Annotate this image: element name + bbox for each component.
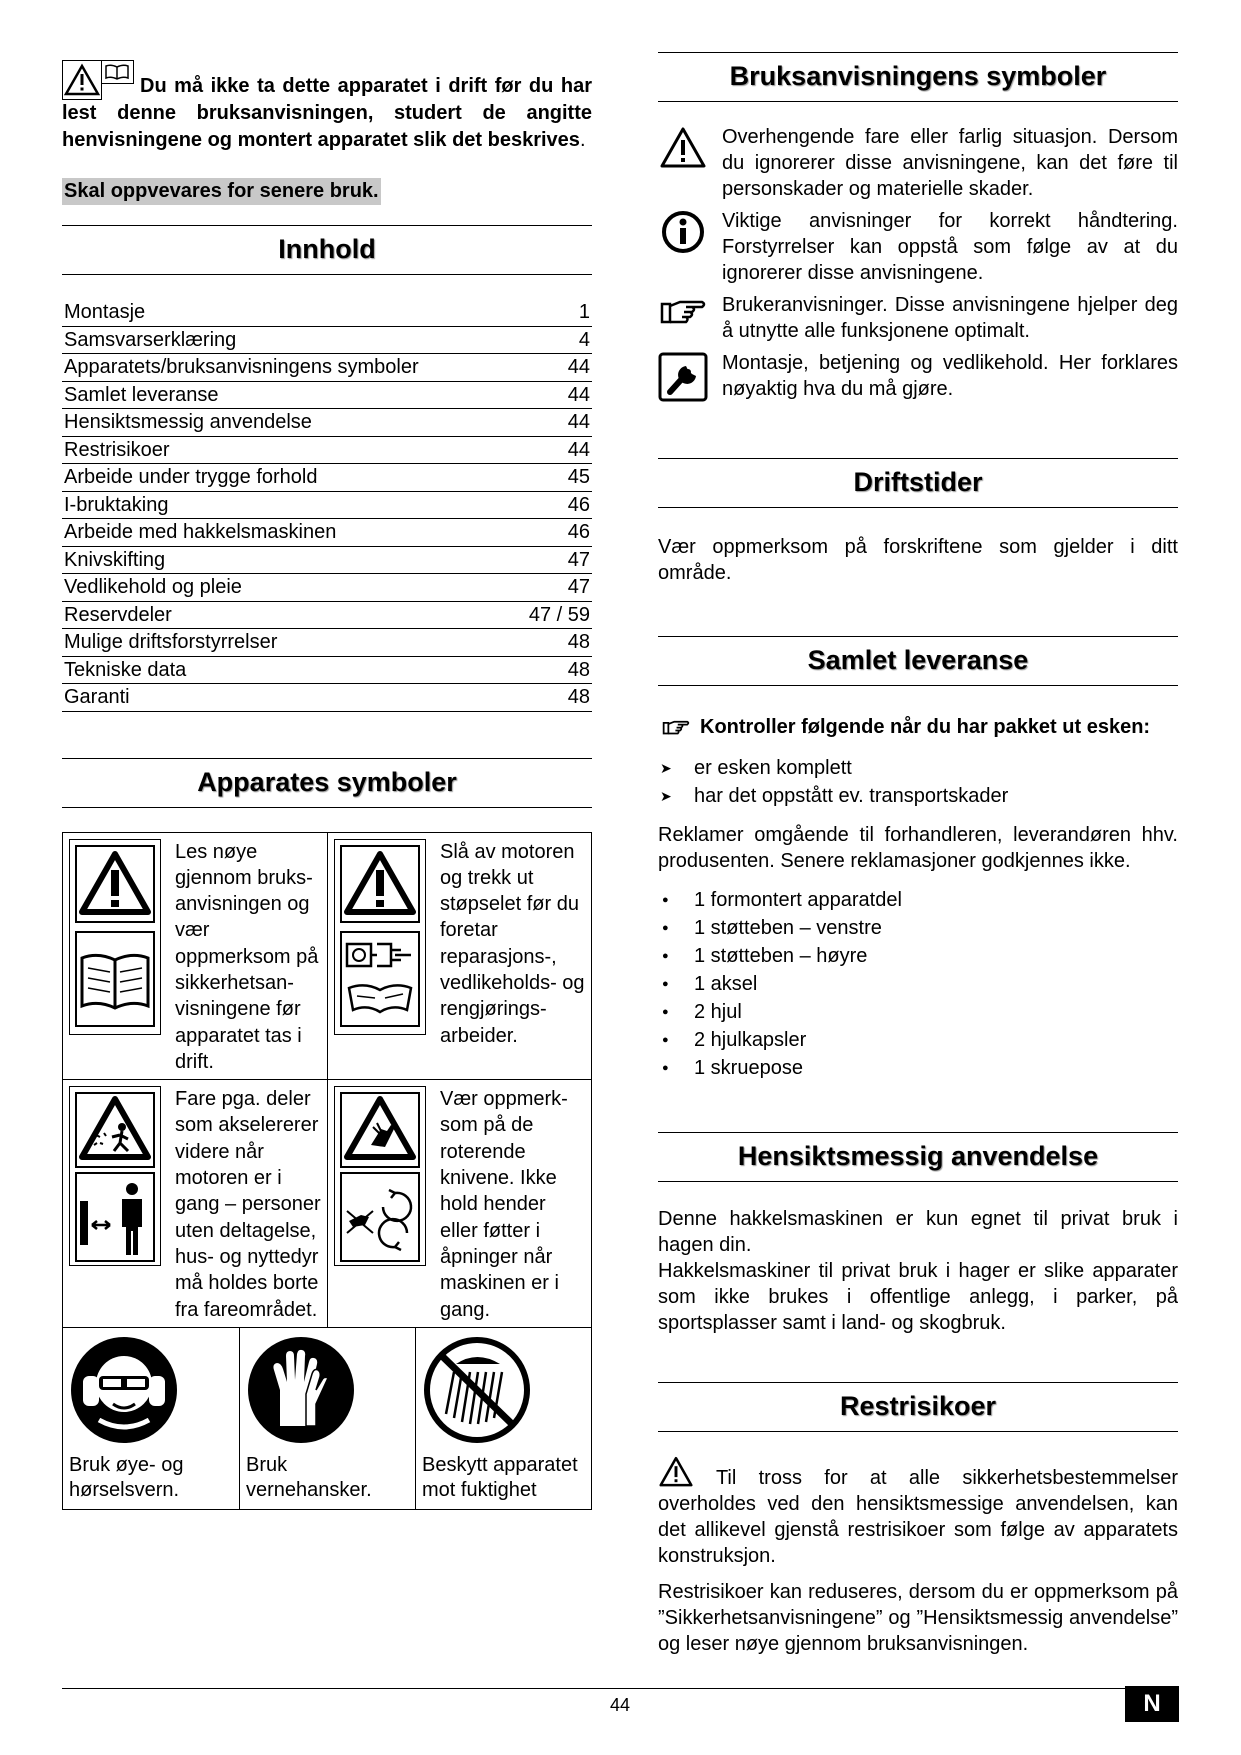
toc-label: Samlet leveranse [64,383,219,406]
toc-row [62,409,592,437]
residual-risks-p1: Til tross for at alle sikkerhetsbestemmelser overholdes ved den hensiktsmessige anvendelsen, kan det allikevel gjenstå restrisikoer som følge av apparatets konstruksjon. [658,1456,1178,1569]
list-item: ● 1 skruepose [658,1054,1178,1082]
symbol-cell-flying-parts [63,1080,327,1327]
toc-page: 47 [567,576,590,598]
keep-notice: Skal oppvevares for senere bruk. [62,178,381,205]
toc-label: Reservdeler [64,603,172,626]
toc-page: 1 [578,301,590,323]
toc-row [62,602,592,630]
toc-row [62,382,592,410]
manual-symbol-user-hint: Brukeranvisninger. Disse anvisningene hjelper deg å utnytte alle funksjonene optimalt. [658,292,1178,344]
open-book-icon [70,928,160,1034]
symbol-cell-rotating-knives [327,1080,591,1327]
symbol-cell-read-manual [63,833,327,1080]
residual-risks-p2: Restrisikoer kan reduseres, dersom du er oppmerksom på ”Sikkerhetsanvisningene” og ”Hensiktsmessig anvendelse” og leser nøye gjennom bruksanvisningen. [658,1581,1178,1655]
unplug-icon [335,928,425,1034]
toc-label: Tekniske data [64,658,187,681]
toc-label: Montasje [64,301,146,323]
manual-symbol-assembly: Montasje, betjening og vedlikehold. Her forklares nøyaktig hva du må gjøre. [658,350,1178,402]
toc-label: Apparatets/bruksanvisningens symboler [64,356,419,378]
toc-label: Garanti [64,686,130,708]
device-symbols-title: Apparates symboler [62,758,592,808]
list-item: ➤ er esken komplett [658,754,1178,782]
toc-row [62,299,592,327]
toc-label: Arbeide med hakkelsmaskinen [64,521,337,543]
warning-triangle-icon [70,840,160,928]
ppe-text: Bruk vernehansker. [246,1453,372,1501]
toc-label: Knivskifting [64,548,166,571]
delivery-check-heading: Kontroller følgende når du har pakket ut esken: [658,714,1178,740]
intended-use-p1: Denne hakkelsmaskinen er kun egnet til privat bruk i hagen din. [658,1208,1178,1256]
intro-text: Du må ikke ta dette apparatet i drift før du har lest denne bruksanvisningen, studert de angitte henvisningene og montert apparatet slik det beskrives [62,75,592,151]
eye-ear-protection-icon [69,1334,179,1446]
residual-risks-title: Restrisikoer [658,1382,1178,1432]
ppe-text: Beskytt apparatet mot fuktighet [422,1453,578,1501]
ppe-text: Bruk øye- og hørselsvern. [69,1453,184,1501]
intended-use-p2: Hakkelsmaskiner til privat bruk i hager er slike apparater som ikke brukes i offentlige anlegg, i parker, på sportsplasser samt i land- og skogbruk. [658,1260,1178,1334]
delivery-checks [658,754,1178,810]
toc-page: 48 [567,686,590,708]
toc-page: 4 [578,328,590,351]
ppe-eye-ear-protection [63,1328,239,1509]
toc-row [62,437,592,465]
toc-page: 44 [567,411,590,433]
list-item: ➤ har det oppstått ev. transportskader [658,782,1178,810]
intended-use-title: Hensiktsmessig anvendelse [658,1132,1178,1182]
operating-times-text: Vær oppmerksom på forskriftene som gjelder i ditt område. [658,536,1178,584]
toc-page: 48 [567,658,590,681]
symbol-text: Fare pga. deler som akselererer videre når motoren er i gang – personer uten deltagelse, hus- og nyttedyr må holdes borte fra fareområdet. [175,1088,321,1321]
list-item: ● 1 formontert apparatdel [658,886,1178,914]
toc-page: 46 [567,493,590,516]
delivery-title: Samlet leveranse [658,636,1178,686]
toc-page: 44 [567,356,590,378]
operating-times-title: Driftstider [658,458,1178,508]
toc-page: 48 [567,631,590,653]
toc-label: Restrisikoer [64,438,170,461]
toc-page: 44 [567,383,590,406]
toc-row [62,464,592,492]
toc-label: Samsvarserklæring [64,328,237,351]
intro-warning: Du må ikke ta dette apparatet i drift før du har lest denne bruksanvisningen, studert de angitte henvisningene og montert apparatet slik det beskrives. [62,60,592,154]
toc-row [62,657,592,685]
warning-triangle-icon [658,1456,694,1488]
table-of-contents [62,299,592,712]
toc-row [62,684,592,712]
toc-label: I-bruktaking [64,493,169,516]
warning-triangle-icon [335,840,425,928]
toc-row [62,547,592,575]
delivery-items [658,886,1178,1082]
gloves-icon [246,1334,356,1446]
ppe-gloves [239,1328,415,1509]
ppe-moisture [415,1328,591,1509]
toc-page: 47 [567,548,590,571]
info-icon [661,210,705,254]
no-hands-in-openings-icon [335,1171,425,1265]
symbol-text: Slå av motoren og trekk ut støpselet før du foretar reparasjons-, vedlikeholds- og rengjørings-arbeider. [440,840,585,1047]
manual-symbol-info: Viktige anvisninger for korrekt håndtering. Forstyrrelser kan oppstå som følge av at du ignorerer disse anvisningene. [658,208,1178,286]
manual-symbols-title: Bruksanvisningens symboler [658,52,1178,102]
pointing-hand-icon [658,294,708,328]
toc-label: Hensiktsmessig anvendelse [64,411,312,433]
footer-divider [62,1688,1178,1689]
wrench-icon [658,352,708,402]
symbol-text: Les nøye gjennom bruks-anvisningen og vær oppmerksom på sikkerhetsan-visningene før apparatet tas i drift. [175,840,319,1073]
toc-page: 45 [567,466,590,488]
toc-label: Arbeide under trygge forhold [64,466,318,488]
toc-page: 44 [567,438,590,461]
toc-row [62,519,592,547]
delivery-complaint: Reklamer omgående til forhandleren, leverandøren hhv. produsenten. Senere reklamasjoner godkjennes ikke. [658,824,1178,872]
pointing-hand-icon [658,717,694,737]
right-column [658,52,1178,1657]
list-item: ● 1 støtteben – venstre [658,914,1178,942]
warning-manual-icon [62,60,134,100]
language-badge: N [1125,1686,1179,1722]
device-symbols-table [62,832,592,1510]
toc-page: 46 [567,521,590,543]
toc-label: Mulige driftsforstyrrelser [64,631,278,653]
toc-row [62,574,592,602]
page-number: 44 [609,1695,631,1715]
symbol-cell-unplug [327,833,591,1080]
toc-row [62,492,592,520]
list-item: ● 1 aksel [658,970,1178,998]
toc-label: Vedlikehold og pleie [64,576,242,598]
no-rain-icon [422,1334,532,1446]
list-item: ● 1 støtteben – høyre [658,942,1178,970]
toc-row [62,327,592,355]
symbol-text: Vær oppmerk-som på de roterende knivene. Ikke hold hender eller føtter i åpninger når maskinen er i gang. [440,1088,568,1321]
list-item: ● 2 hjul [658,998,1178,1026]
keep-distance-icon [70,1171,160,1265]
toc-title: Innhold [62,225,592,275]
list-item: ● 2 hjulkapsler [658,1026,1178,1054]
hand-injury-warning-icon [335,1087,425,1171]
toc-page: 47 / 59 [528,603,590,626]
toc-row [62,354,592,382]
left-column [62,52,592,1510]
manual-symbol-danger: Overhengende fare eller farlig situasjon. Dersom du ignorerer disse anvisningene, kan det føre til personskader og materielle skader. [658,124,1178,202]
warning-triangle-icon [659,126,707,170]
ejected-parts-warning-icon [70,1087,160,1171]
toc-row [62,629,592,657]
